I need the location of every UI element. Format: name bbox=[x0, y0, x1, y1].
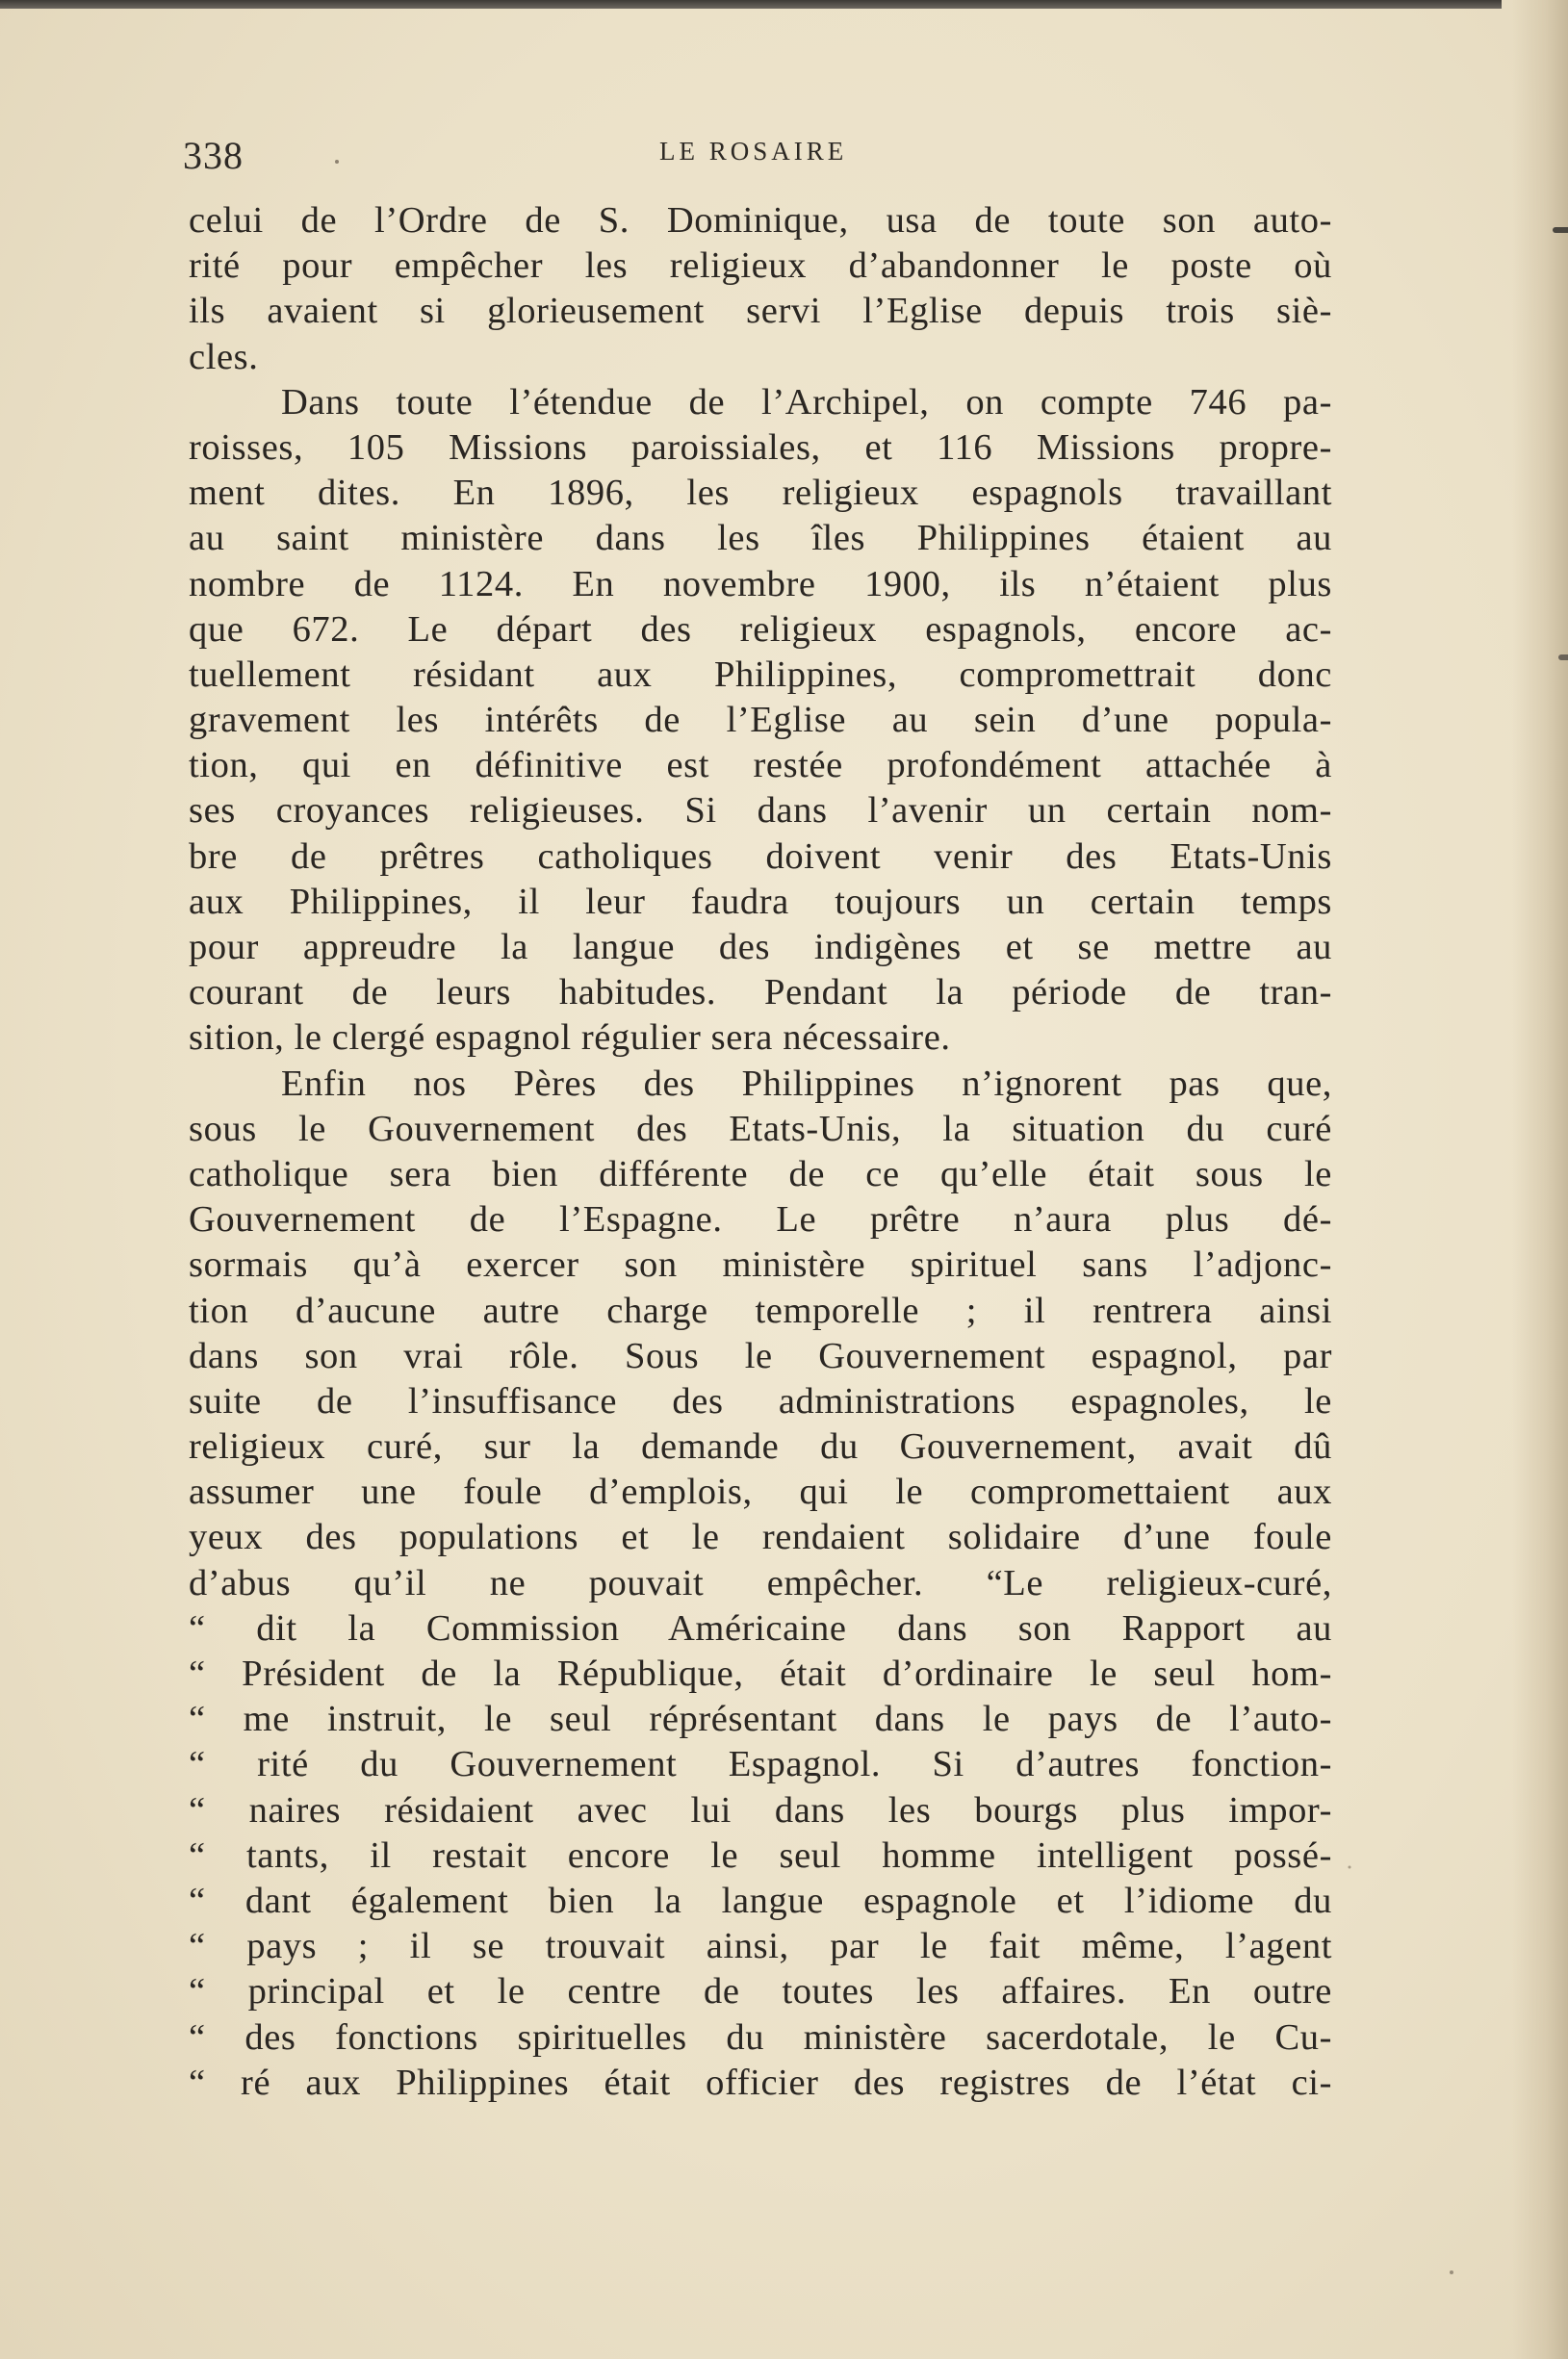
text-line: tion, qui en définitive est restée profondément attachée à bbox=[189, 745, 1332, 786]
text-line: “ tants, il restait encore le seul homme intelligent possé- bbox=[189, 1834, 1332, 1876]
text-line: sition, le clergé espagnol régulier sera nécessaire. bbox=[189, 1017, 951, 1059]
text-line: ils avaient si glorieusement servi l’Eglise depuis trois siè- bbox=[189, 291, 1332, 332]
text-line: suite de l’insuffisance des administrations espagnoles, le bbox=[189, 1380, 1332, 1422]
page-top-edge bbox=[0, 0, 1502, 9]
text-line: dans son vrai rôle. Sous le Gouvernement espagnol, par bbox=[189, 1335, 1332, 1376]
text-line: “ pays ; il se trouvait ainsi, par le fait même, l’agent bbox=[189, 1926, 1332, 1967]
text-line: bre de prêtres catholiques doivent venir des Etats-Unis bbox=[189, 835, 1332, 877]
text-line: “ naires résidaient avec lui dans les bourgs plus impor- bbox=[189, 1789, 1332, 1831]
text-line: d’abus qu’il ne pouvait empêcher. “Le religieux-curé, bbox=[189, 1562, 1332, 1603]
text-line: “ Président de la République, était d’ordinaire le seul hom- bbox=[189, 1654, 1332, 1694]
page-edge-mark bbox=[1558, 654, 1568, 660]
text-line: “ rité du Gouvernement Espagnol. Si d’autres fonction- bbox=[189, 1744, 1332, 1785]
text-line: au saint ministère dans les îles Philippines étaient au bbox=[189, 518, 1332, 559]
page-number: 338 bbox=[183, 134, 244, 177]
text-line: cles. bbox=[189, 336, 259, 377]
text-line: aux Philippines, il leur faudra toujours un certain temps bbox=[189, 881, 1332, 922]
text-line: ses croyances religieuses. Si dans l’avenir un certain nom- bbox=[189, 790, 1332, 832]
running-head: LE ROSAIRE bbox=[659, 137, 848, 166]
text-line: “ des fonctions spirituelles du ministère sacerdotale, le Cu- bbox=[189, 2016, 1332, 2058]
text-line: rité pour empêcher les religieux d’abandonner le poste où bbox=[189, 245, 1332, 287]
speck bbox=[1349, 1866, 1351, 1869]
text-line: celui de l’Ordre de S. Dominique, usa de toute son auto- bbox=[189, 200, 1332, 241]
text-line: “ dit la Commission Américaine dans son Rapport au bbox=[189, 1607, 1332, 1649]
text-line: “ me instruit, le seul réprésentant dans le pays de l’auto- bbox=[189, 1699, 1332, 1740]
text-line: Enfin nos Pères des Philippines n’ignorent pas que, bbox=[281, 1063, 1332, 1104]
text-line: sormais qu’à exercer son ministère spirituel sans l’adjonc- bbox=[189, 1244, 1332, 1286]
text-line: ment dites. En 1896, les religieux espagnols travaillant bbox=[189, 473, 1332, 514]
text-line: nombre de 1124. En novembre 1900, ils n’étaient plus bbox=[189, 563, 1332, 604]
text-line: “ principal et le centre de toutes les affaires. En outre bbox=[189, 1971, 1332, 2013]
text-line: tuellement résidant aux Philippines, compromettrait donc bbox=[189, 654, 1332, 695]
text-line: que 672. Le départ des religieux espagnols, encore ac- bbox=[189, 608, 1332, 650]
page-edge-mark bbox=[1553, 227, 1568, 233]
page-header bbox=[183, 133, 1338, 183]
text-line: religieux curé, sur la demande du Gouvernement, avait dû bbox=[189, 1426, 1332, 1468]
text-line: catholique sera bien différente de ce qu’elle était sous le bbox=[189, 1153, 1332, 1194]
text-line: “ dant également bien la langue espagnole et l’idiome du bbox=[189, 1880, 1332, 1921]
text-line: sous le Gouvernement des Etats-Unis, la situation du curé bbox=[189, 1108, 1332, 1149]
text-line: Dans toute l’étendue de l’Archipel, on compte 746 pa- bbox=[281, 381, 1332, 423]
body-text bbox=[189, 198, 1332, 2106]
binding-shadow bbox=[1512, 0, 1568, 2359]
text-line: tion d’aucune autre charge temporelle ; il rentrera ainsi bbox=[189, 1290, 1332, 1331]
text-line: roisses, 105 Missions paroissiales, et 116 Missions propre- bbox=[189, 426, 1332, 468]
text-line: courant de leurs habitudes. Pendant la période de tran- bbox=[189, 972, 1332, 1013]
text-line: “ ré aux Philippines était officier des registres de l’état ci- bbox=[189, 2062, 1332, 2103]
text-line: pour appreudre la langue des indigènes et se mettre au bbox=[189, 927, 1332, 967]
text-line: gravement les intérêts de l’Eglise au sein d’une popula- bbox=[189, 700, 1332, 741]
text-line: assumer une foule d’emplois, qui le compromettaient aux bbox=[189, 1472, 1332, 1513]
text-line: yeux des populations et le rendaient solidaire d’une foule bbox=[189, 1517, 1332, 1558]
speck bbox=[1450, 2270, 1453, 2274]
text-line: Gouvernement de l’Espagne. Le prêtre n’aura plus dé- bbox=[189, 1199, 1332, 1241]
